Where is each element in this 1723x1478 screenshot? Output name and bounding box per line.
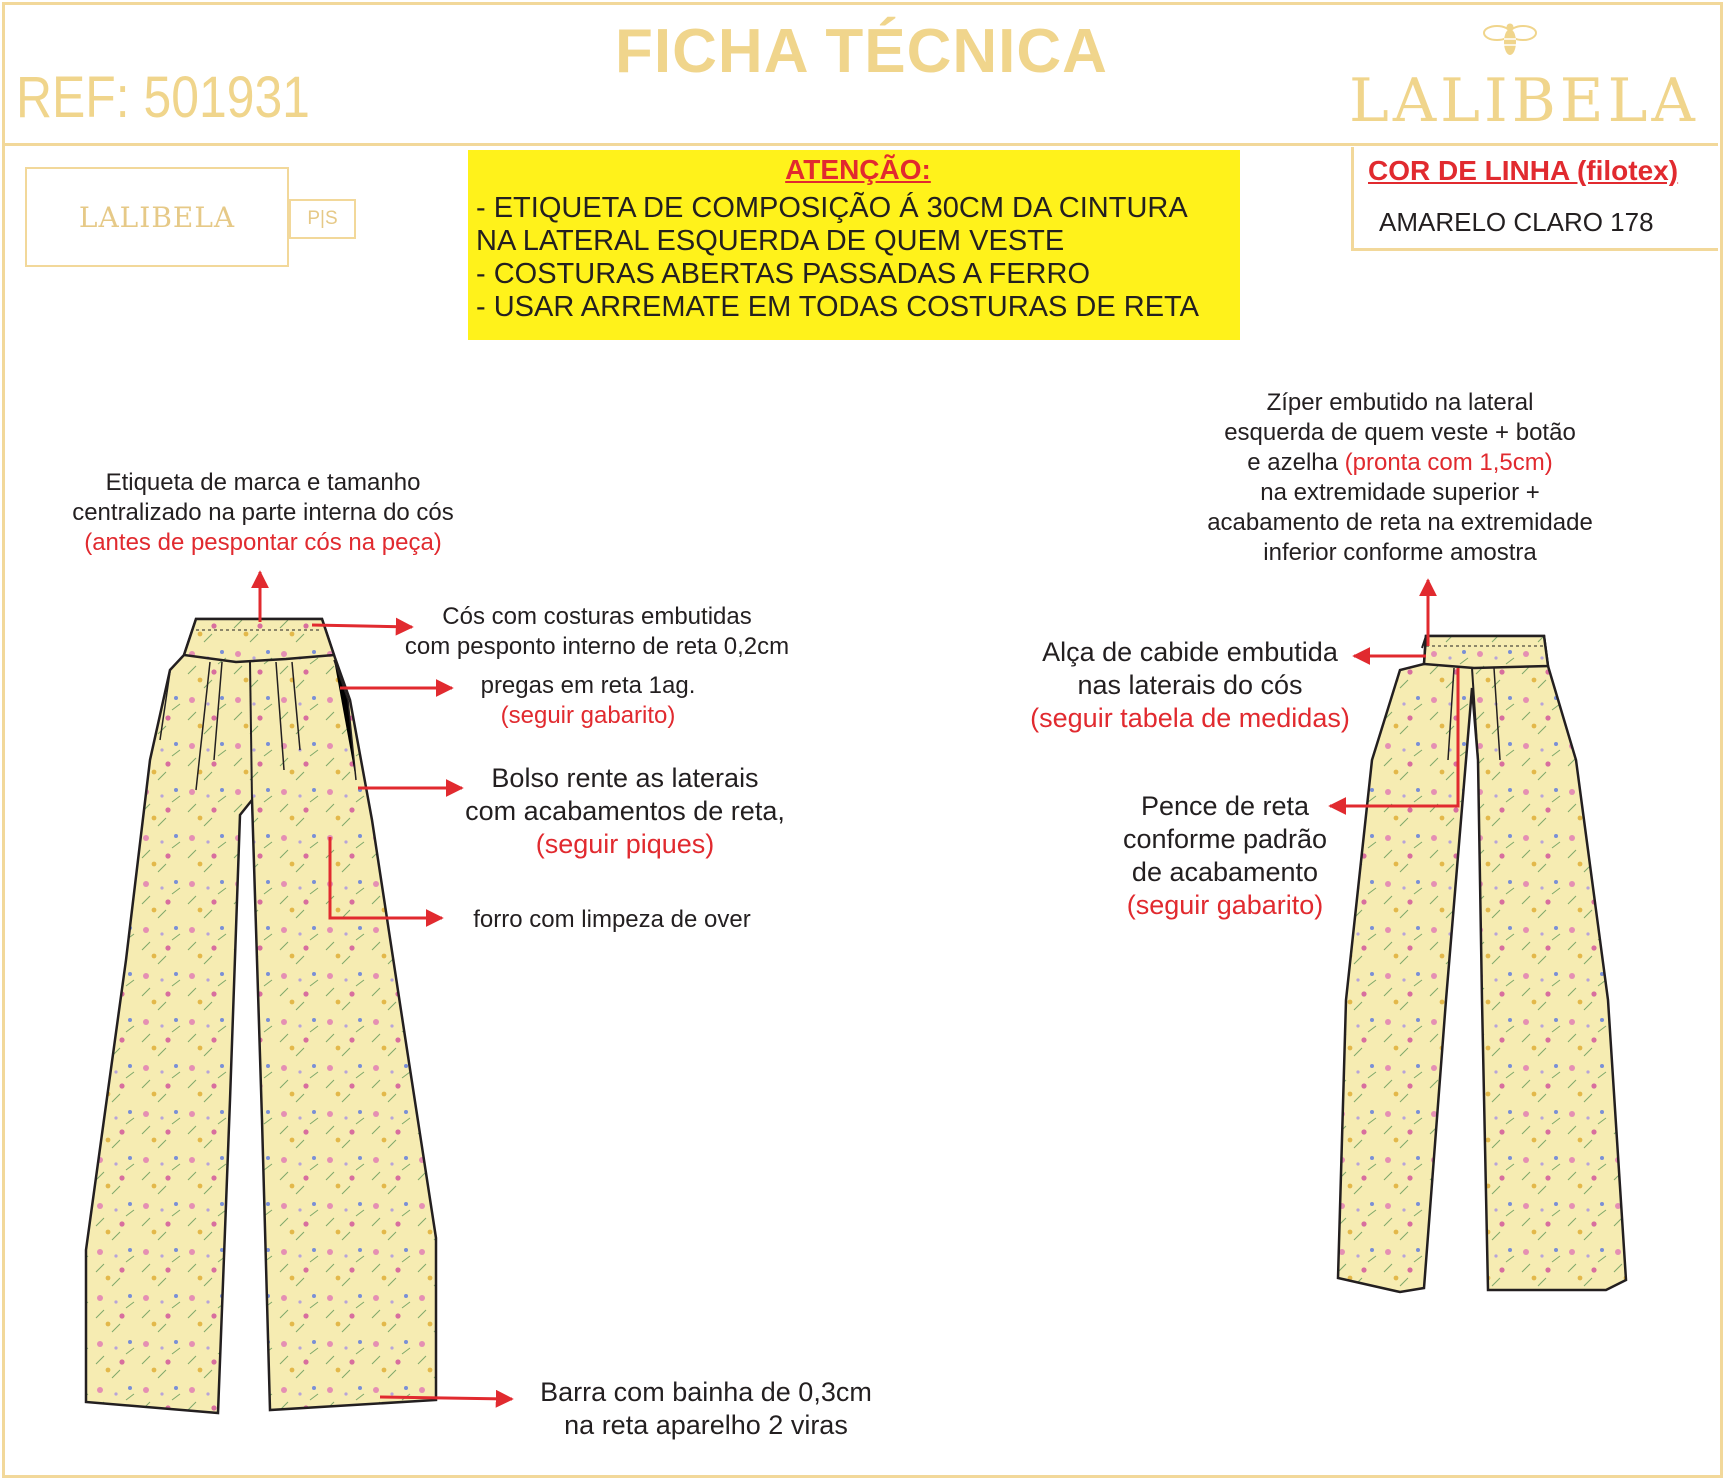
page-title: FICHA TÉCNICA (615, 17, 1108, 86)
lining-note (452, 905, 772, 935)
pocket-note-warning: (seguir piques) (535, 829, 715, 859)
hem-note-line: na reta aparelho 2 viras (564, 1410, 848, 1440)
pleats-note (448, 671, 728, 731)
hanger-note-line: nas laterais do cós (1077, 670, 1303, 700)
pocket-note-line: com acabamentos de reta, (465, 796, 785, 826)
dart-note-warning: (seguir gabarito) (1126, 890, 1324, 920)
back-pants-sketch (1338, 636, 1626, 1292)
zipper-note-line: esquerda de quem veste + botão (1224, 419, 1576, 446)
label-note-line: centralizado na parte interna do cós (72, 499, 454, 526)
label-note-warning: (antes de pespontar cós na peça) (84, 529, 442, 556)
zipper-note-line: acabamento de reta na extremidade (1207, 509, 1593, 536)
pleats-note-warning: (seguir gabarito) (500, 702, 676, 729)
thread-color-title: COR DE LINHA (filotex) (1368, 155, 1679, 186)
brand-logo: LALIBELA (1349, 66, 1699, 136)
dart-note-line: conforme padrão (1122, 824, 1328, 854)
label-tag-size: P|S (307, 208, 338, 229)
label-note-line: Etiqueta de marca e tamanho (105, 469, 421, 496)
hanger-note-warning: (seguir tabela de medidas) (1030, 703, 1350, 733)
dart-note-line: Pence de reta (1140, 791, 1310, 821)
front-pants-sketch (86, 619, 436, 1413)
hem-note-line: Barra com bainha de 0,3cm (540, 1377, 872, 1407)
zipper-note-text: e azelha (1247, 449, 1345, 476)
zipper-note-warning: (pronta com 1,5cm) (1344, 449, 1553, 476)
zipper-note-line (1180, 448, 1620, 478)
dart-note (1080, 790, 1370, 922)
zipper-note-line: inferior conforme amostra (1263, 539, 1537, 566)
hem-arrow (380, 1397, 512, 1399)
hem-note (516, 1376, 896, 1442)
zipper-note-line: na extremidade superior + (1260, 479, 1540, 506)
label-note (48, 468, 478, 558)
lining-note-line: forro com limpeza de over (473, 906, 751, 933)
waistband-note-line: Cós com costuras embutidas (442, 603, 752, 630)
attention-line: NA LATERAL ESQUERDA DE QUEM VESTE (476, 225, 1065, 257)
pocket-note-line: Bolso rente as laterais (491, 763, 759, 793)
dart-note-line: de acabamento (1131, 857, 1319, 887)
attention-title: ATENÇÃO: (785, 154, 931, 185)
attention-line: - ETIQUETA DE COMPOSIÇÃO Á 30CM DA CINTURA (476, 192, 1188, 224)
pocket-note (440, 762, 810, 861)
zipper-note-line: Zíper embutido na lateral (1266, 389, 1534, 416)
thread-color-value: AMARELO CLARO 178 (1379, 207, 1654, 237)
reference-number: REF: 501931 (16, 65, 310, 130)
hanger-note-line: Alça de cabide embutida (1042, 637, 1338, 667)
attention-line: - COSTURAS ABERTAS PASSADAS A FERRO (476, 258, 1090, 290)
waistband-note-line: com pesponto interno de reta 0,2cm (404, 633, 790, 660)
zipper-note (1180, 388, 1620, 568)
waistband-note (382, 602, 812, 662)
hanger-note (1000, 636, 1380, 735)
attention-line: - USAR ARREMATE EM TODAS COSTURAS DE RETA (476, 291, 1199, 323)
pleats-note-line: pregas em reta 1ag. (480, 672, 696, 699)
label-tag-brand: LALIBELA (78, 200, 236, 234)
